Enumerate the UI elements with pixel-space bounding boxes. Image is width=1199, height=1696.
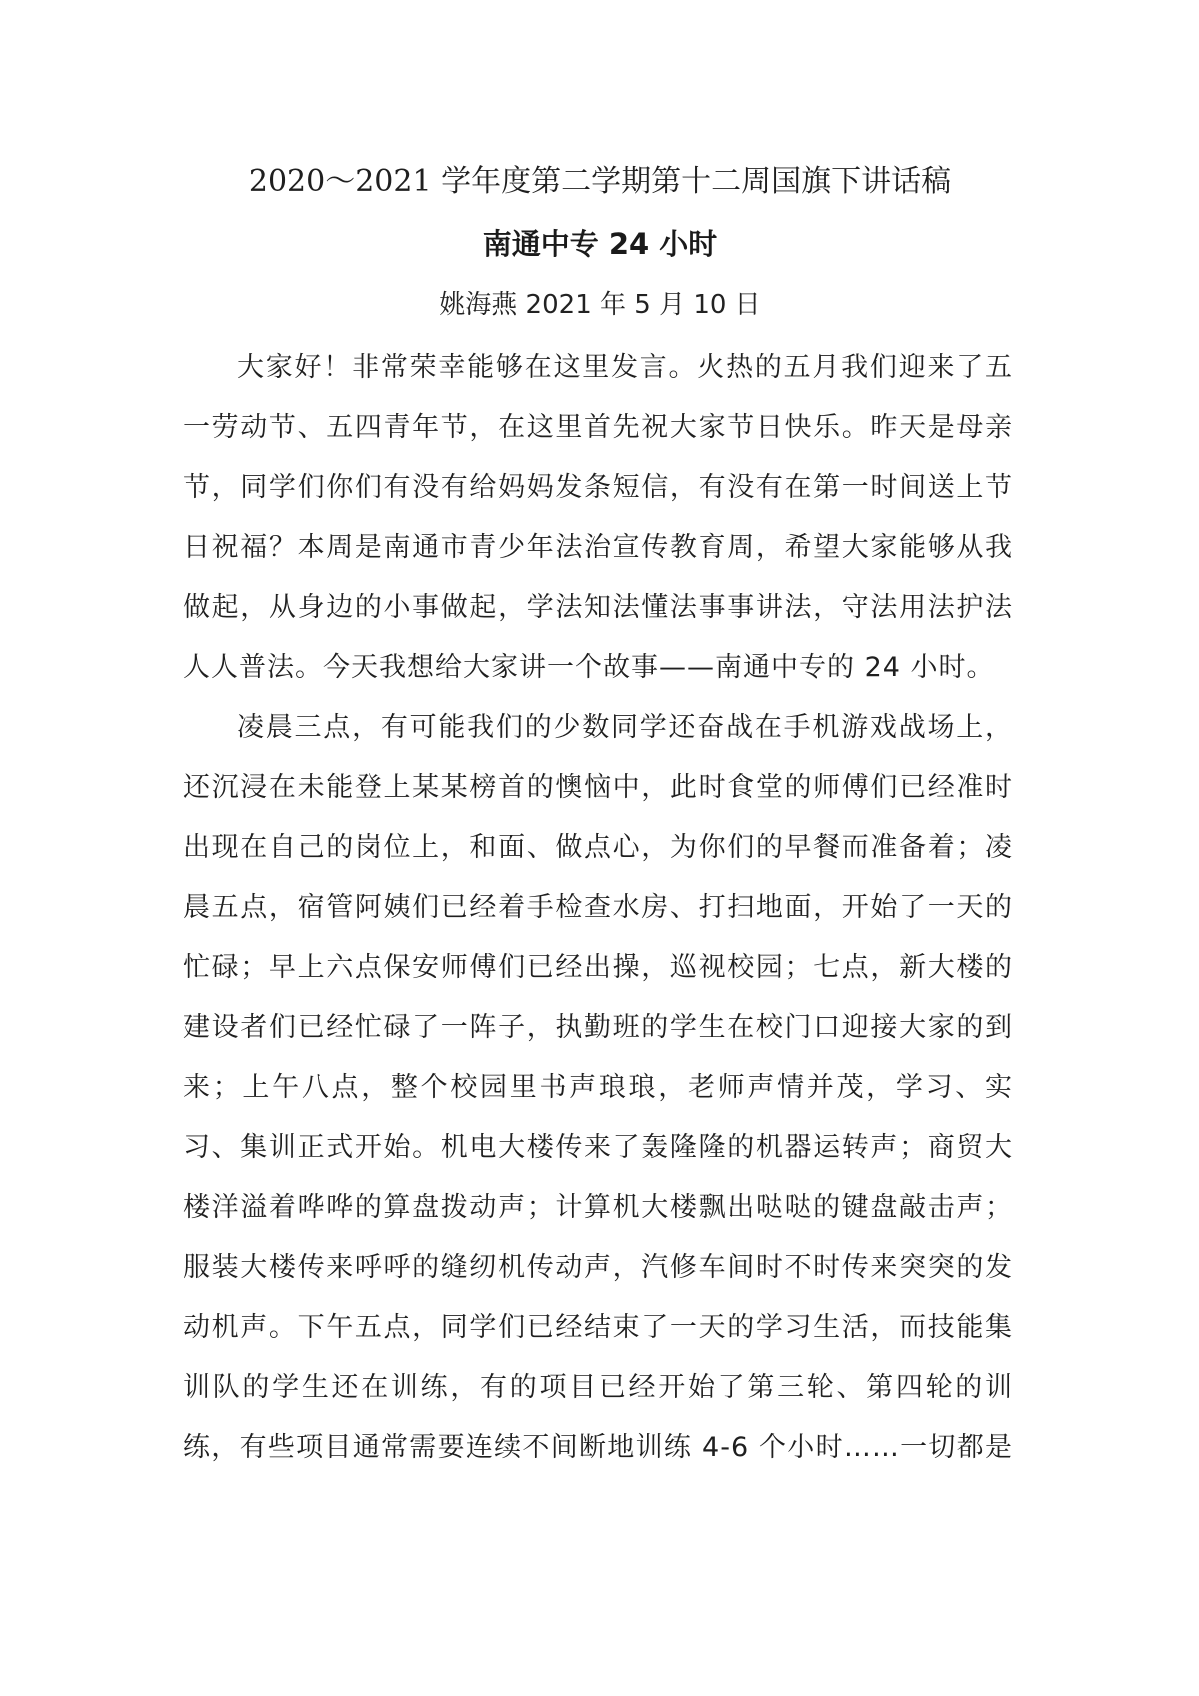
text-line: 人人普法。今天我想给大家讲一个故事——南通中专的 24 小时。 [183,652,995,683]
text-line: 凌晨三点，有可能我们的少数同学还奋战在手机游戏战场上， [237,712,1013,743]
text-line: 大家好！非常荣幸能够在这里发言。火热的五月我们迎来了五 [237,352,1013,383]
document-byline: 姚海燕 2021 年 5 月 10 日 [439,290,761,320]
text-line: 训队的学生还在训练，有的项目已经开始了第三轮、第四轮的训 [183,1372,1013,1403]
text-line: 来；上午八点，整个校园里书声琅琅，老师声情并茂，学习、实 [183,1072,1013,1103]
text-line: 做起，从身边的小事做起，学法知法懂法事事讲法，守法用法护法 [183,592,1013,623]
paragraph-1 [183,338,1013,698]
text-line: 建设者们已经忙碌了一阵子，执勤班的学生在校门口迎接大家的到 [183,1012,1013,1043]
text-line: 出现在自己的岗位上，和面、做点心，为你们的早餐而准备着；凌 [183,832,1013,863]
text-line: 动机声。下午五点，同学们已经结束了一天的学习生活，而技能集 [183,1312,1013,1343]
text-line: 日祝福？本周是南通市青少年法治宣传教育周，希望大家能够从我 [183,532,1013,563]
paragraph-2 [183,698,1013,1478]
text-line: 节，同学们你们有没有给妈妈发条短信，有没有在第一时间送上节 [183,472,1013,503]
text-line: 练，有些项目通常需要连续不间断地训练 4-6 个小时……一切都是 [183,1432,1013,1463]
text-line: 还沉浸在未能登上某某榜首的懊恼中，此时食堂的师傅们已经准时 [183,772,1013,803]
text-line: 服装大楼传来呼呼的缝纫机传动声，汽修车间时不时传来突突的发 [183,1252,1013,1283]
text-line: 忙碌；早上六点保安师傅们已经出操，巡视校园；七点，新大楼的 [183,952,1013,983]
document-subtitle: 南通中专 24 小时 [482,227,718,261]
text-line: 一劳动节、五四青年节，在这里首先祝大家节日快乐。昨天是母亲 [183,412,1013,443]
text-line: 楼洋溢着哗哗的算盘拨动声；计算机大楼飘出哒哒的键盘敲击声； [183,1192,1013,1223]
text-line: 晨五点，宿管阿姨们已经着手检查水房、打扫地面，开始了一天的 [183,892,1013,923]
text-line: 习、集训正式开始。机电大楼传来了轰隆隆的机器运转声；商贸大 [183,1132,1013,1163]
document-title: 2020～2021 学年度第二学期第十二周国旗下讲话稿 [248,164,952,199]
